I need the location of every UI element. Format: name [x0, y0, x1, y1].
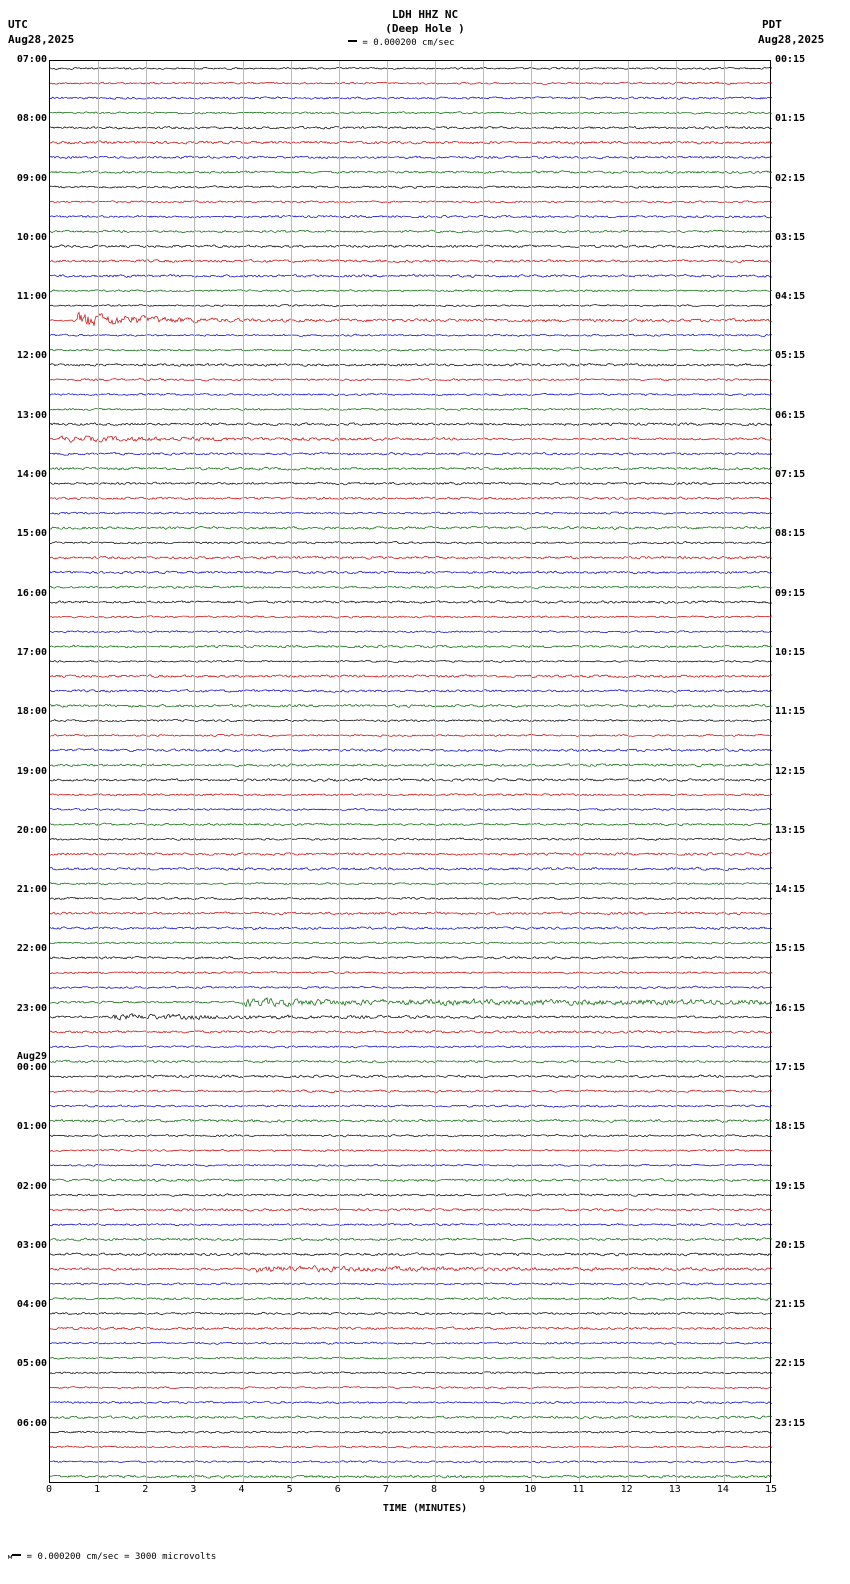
seismic-trace — [50, 245, 772, 248]
seismic-trace — [50, 571, 772, 574]
right-tick-label: 13:15 — [775, 824, 806, 836]
left-tick-label: 11:00 — [16, 291, 47, 303]
seismic-trace — [50, 97, 772, 100]
seismic-trace — [50, 986, 772, 989]
seismic-trace — [50, 1046, 772, 1048]
left-tick-label: 16:00 — [16, 587, 47, 599]
seismic-trace — [50, 423, 772, 426]
right-tick-label: 19:15 — [775, 1180, 806, 1192]
grid-line — [435, 61, 436, 1482]
scale-bar-icon — [348, 40, 357, 42]
x-tick-label: 11 — [572, 1484, 585, 1495]
x-axis-ticks — [45, 1484, 778, 1498]
seismic-trace — [50, 927, 772, 930]
right-tick-label: 18:15 — [775, 1121, 806, 1133]
grid-line — [531, 61, 532, 1482]
seismic-trace — [50, 956, 772, 959]
seismic-trace — [50, 998, 772, 1007]
seismic-trace — [50, 1327, 772, 1330]
seismic-trace — [50, 1401, 772, 1404]
utc-date: Aug28,2025 — [8, 33, 75, 46]
left-tick-label: 17:00 — [16, 646, 47, 658]
grid-line — [483, 61, 484, 1482]
seismic-trace — [50, 1014, 772, 1020]
seismic-trace — [50, 823, 772, 826]
seismic-trace — [50, 1194, 772, 1197]
left-tick-label: 02:00 — [16, 1180, 47, 1192]
seismic-trace — [50, 290, 772, 292]
seismic-trace — [50, 1105, 772, 1107]
right-tick-label: 14:15 — [775, 884, 806, 896]
seismic-trace — [50, 778, 772, 781]
seismic-trace — [50, 126, 772, 129]
x-tick-label: 15 — [764, 1484, 778, 1495]
seismic-trace — [50, 171, 772, 174]
seismic-trace — [50, 734, 772, 736]
left-tick-label: 12:00 — [16, 350, 47, 362]
x-tick-label: 2 — [142, 1484, 149, 1495]
left-tick-label: 15:00 — [16, 528, 47, 540]
seismic-trace — [50, 467, 772, 470]
right-tick-label: 07:15 — [775, 469, 806, 481]
left-tick-label: 05:00 — [16, 1358, 47, 1370]
seismic-trace — [50, 334, 772, 336]
left-tick-label: 08:00 — [16, 113, 47, 125]
seismic-trace — [50, 1372, 772, 1374]
seismic-trace — [50, 156, 772, 159]
seismic-trace — [50, 942, 772, 944]
trace-svg — [50, 61, 772, 1484]
seismic-trace — [50, 312, 772, 325]
seismic-trace — [50, 1342, 772, 1344]
seismic-trace — [50, 112, 772, 114]
seismic-trace — [50, 452, 772, 455]
seismic-trace — [50, 1416, 772, 1419]
footer-mark: м — [8, 1553, 13, 1561]
seismic-trace — [50, 274, 772, 277]
seismic-trace — [50, 201, 772, 203]
seismic-trace — [50, 1223, 772, 1225]
x-tick-label: 8 — [431, 1484, 438, 1495]
seismogram-plot — [49, 60, 771, 1483]
seismic-trace — [50, 1253, 772, 1256]
seismic-trace — [50, 349, 772, 351]
seismic-trace — [50, 1446, 772, 1448]
x-axis-label: TIME (MINUTES) — [382, 1503, 468, 1514]
x-tick-label: 14 — [716, 1484, 729, 1495]
left-tick-label: 19:00 — [16, 765, 47, 777]
grid-line — [676, 61, 677, 1482]
left-tick-label: 09:00 — [16, 172, 47, 184]
grid-line — [98, 61, 99, 1482]
left-tick-label: 10:00 — [16, 231, 47, 243]
x-tick-label: 1 — [94, 1484, 101, 1495]
scale-legend — [348, 38, 455, 48]
footer-text: = 0.000200 cm/sec = 3000 microvolts — [26, 1552, 217, 1562]
left-tick-label: 07:00 — [16, 54, 47, 65]
right-tick-label: 12:15 — [775, 765, 806, 777]
seismic-trace — [50, 645, 772, 648]
right-tick-label: 08:15 — [775, 528, 806, 540]
left-tick-label: 01:00 — [16, 1121, 47, 1133]
left-tick-label: 00:00 — [16, 1061, 47, 1073]
seismic-trace — [50, 67, 772, 69]
seismic-trace — [50, 912, 772, 915]
seismic-trace — [50, 1075, 772, 1078]
seismic-trace — [50, 1475, 772, 1478]
seismic-trace — [50, 616, 772, 618]
right-tick-label: 09:15 — [775, 587, 806, 599]
seismic-trace — [50, 1312, 772, 1314]
chart-title-site: (Deep Hole ) — [385, 22, 465, 35]
left-tick-label: 20:00 — [16, 824, 47, 836]
seismic-trace — [50, 586, 772, 589]
left-tick-label: 22:00 — [16, 943, 47, 955]
seismic-trace — [50, 971, 772, 974]
x-tick-label: 5 — [286, 1484, 293, 1495]
chart-title-station: LDH HHZ NC — [391, 8, 459, 21]
grid-line — [628, 61, 629, 1482]
x-tick-label: 12 — [620, 1484, 633, 1495]
grid-line — [339, 61, 340, 1482]
left-tick-label: 04:00 — [16, 1299, 47, 1311]
seismic-trace — [50, 393, 772, 395]
right-tick-label: 05:15 — [775, 350, 806, 362]
right-tick-label: 06:15 — [775, 409, 806, 421]
seismic-trace — [50, 1090, 772, 1093]
x-tick-label: 4 — [238, 1484, 245, 1495]
x-tick-label: 6 — [334, 1484, 341, 1495]
seismic-trace — [50, 1266, 772, 1272]
seismic-trace — [50, 408, 772, 410]
seismic-trace — [50, 497, 772, 500]
left-tick-label: 23:00 — [16, 1002, 47, 1014]
right-tick-label: 01:15 — [775, 113, 806, 125]
right-tick-label: 10:15 — [775, 646, 806, 658]
pdt-date: Aug28,2025 — [758, 33, 825, 46]
grid-line — [724, 61, 725, 1482]
left-tick-label: 13:00 — [16, 409, 47, 421]
grid-line — [243, 61, 244, 1482]
utc-label: UTC — [8, 18, 28, 31]
seismic-trace — [50, 363, 772, 366]
trace-container — [50, 61, 770, 1482]
right-tick-label: 04:15 — [775, 291, 806, 303]
seismic-trace — [50, 1297, 772, 1300]
seismic-trace — [50, 808, 772, 810]
seismic-trace — [50, 675, 772, 678]
seismic-trace — [50, 378, 772, 380]
x-tick-label: 13 — [668, 1484, 681, 1495]
scale-legend-text: = 0.000200 cm/sec — [362, 38, 455, 48]
seismic-trace — [50, 749, 772, 752]
seismic-trace — [50, 883, 772, 885]
left-tick-label: 18:00 — [16, 706, 47, 718]
seismic-trace — [50, 764, 772, 767]
right-tick-label: 03:15 — [775, 231, 806, 243]
seismic-trace — [50, 1149, 772, 1151]
right-tick-label: 15:15 — [775, 943, 806, 955]
seismic-trace — [50, 631, 772, 633]
right-tick-label: 00:15 — [775, 54, 806, 65]
seismic-trace — [50, 82, 772, 84]
seismic-trace — [50, 704, 772, 707]
seismic-trace — [50, 1283, 772, 1285]
x-tick-label: 7 — [382, 1484, 389, 1495]
left-tick-label: 14:00 — [16, 469, 47, 481]
x-tick-label: 9 — [479, 1484, 486, 1495]
seismic-trace — [50, 1461, 772, 1463]
seismic-trace — [50, 1387, 772, 1389]
x-tick-label: 10 — [524, 1484, 537, 1495]
seismic-trace — [50, 1030, 772, 1033]
right-tick-label: 02:15 — [775, 172, 806, 184]
seismic-trace — [50, 660, 772, 662]
seismic-trace — [50, 1134, 772, 1136]
seismic-trace — [50, 556, 772, 559]
right-tick-label: 22:15 — [775, 1358, 806, 1370]
grid-line — [194, 61, 195, 1482]
footer-scale — [8, 1552, 216, 1562]
footer-scale-bar-icon — [12, 1554, 21, 1556]
seismic-trace — [50, 601, 772, 604]
right-tick-label: 21:15 — [775, 1299, 806, 1311]
day-marker-label: Aug29 — [16, 1050, 47, 1062]
seismic-trace — [50, 512, 772, 514]
right-tick-label: 17:15 — [775, 1061, 806, 1073]
seismic-trace — [50, 1238, 772, 1241]
seismic-trace — [50, 719, 772, 721]
grid-line — [291, 61, 292, 1482]
seismic-trace — [50, 1119, 772, 1122]
right-tick-label: 20:15 — [775, 1239, 806, 1251]
seismic-trace — [50, 230, 772, 233]
seismic-trace — [50, 838, 772, 840]
seismic-trace — [50, 305, 772, 307]
seismic-trace — [50, 794, 772, 796]
right-tick-label: 16:15 — [775, 1002, 806, 1014]
x-tick-label: 3 — [190, 1484, 197, 1495]
right-tick-label: 23:15 — [775, 1417, 806, 1429]
seismic-trace — [50, 186, 772, 189]
seismic-trace — [50, 853, 772, 856]
seismic-trace — [50, 526, 772, 529]
seismic-trace — [50, 436, 772, 442]
seismic-trace — [50, 867, 772, 870]
seismic-trace — [50, 1164, 772, 1166]
left-tick-label: 03:00 — [16, 1239, 47, 1251]
seismic-trace — [50, 1431, 772, 1433]
seismic-trace — [50, 1179, 772, 1182]
left-tick-label: 21:00 — [16, 884, 47, 896]
seismic-trace — [50, 1208, 772, 1211]
x-tick-label: 0 — [45, 1484, 53, 1495]
seismic-trace — [50, 141, 772, 144]
right-tick-label: 11:15 — [775, 706, 806, 718]
seismic-trace — [50, 689, 772, 692]
grid-line — [387, 61, 388, 1482]
grid-line — [579, 61, 580, 1482]
grid-line — [146, 61, 147, 1482]
seismic-trace — [50, 1357, 772, 1359]
left-tick-label: 06:00 — [16, 1417, 47, 1429]
seismic-trace — [50, 259, 772, 262]
seismic-trace — [50, 215, 772, 218]
pdt-label: PDT — [762, 18, 782, 31]
seismic-trace — [50, 1060, 772, 1063]
seismic-trace — [50, 482, 772, 485]
seismic-trace — [50, 897, 772, 900]
seismic-trace — [50, 542, 772, 545]
